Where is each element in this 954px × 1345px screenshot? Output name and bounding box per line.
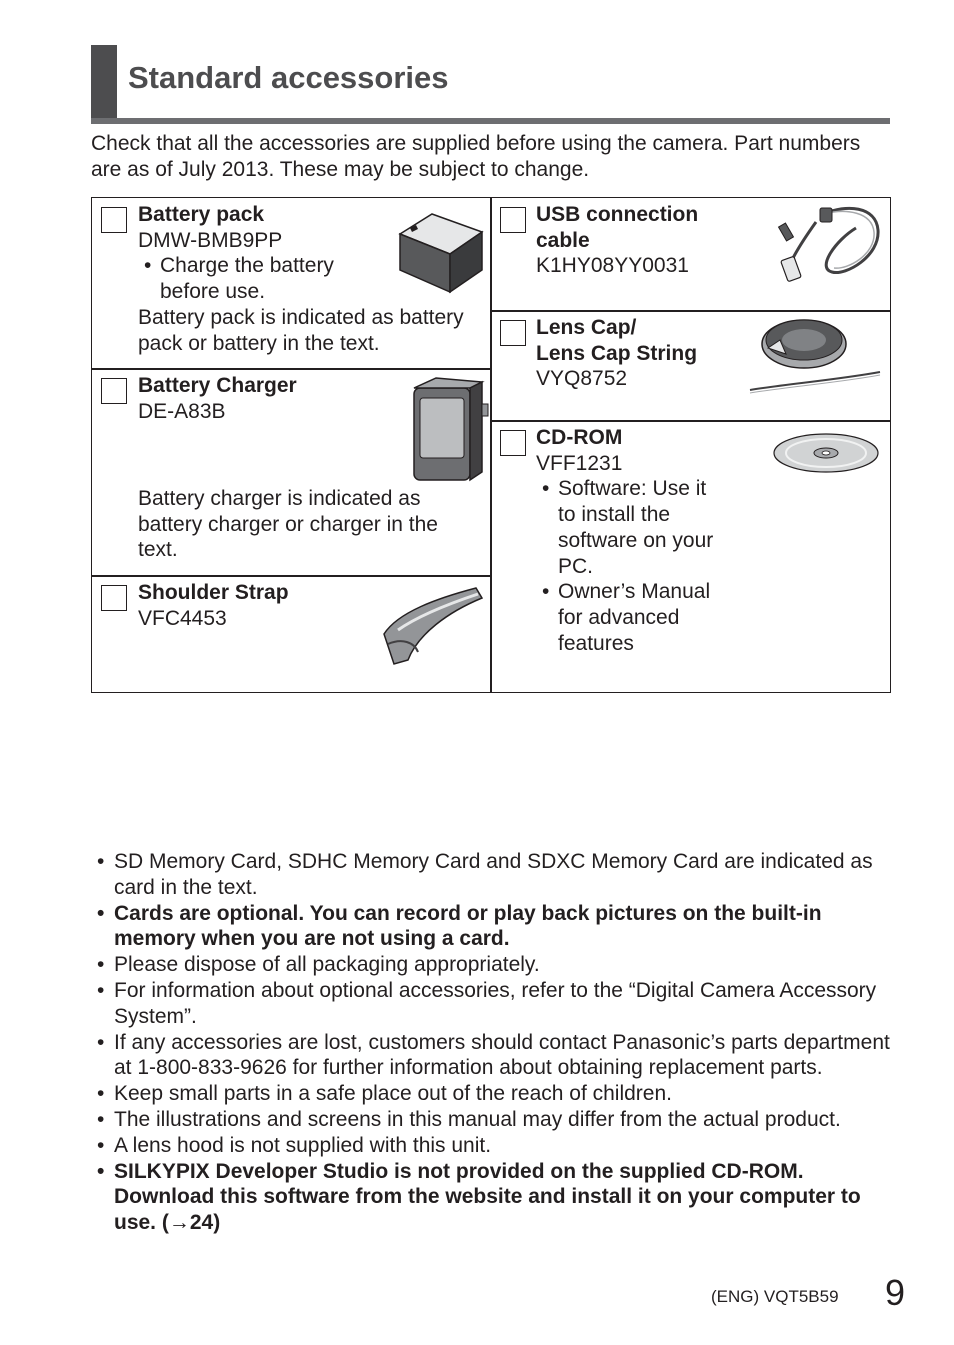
shoulder-strap-checkbox[interactable] (101, 585, 127, 611)
list-item: • Cards are optional. You can record or play back pictures on the built-in memory when you are not using a card. (96, 901, 896, 953)
list-item: • If any accessories are lost, customers should contact Panasonic’s parts department at 1-800-833-9626 for further information about obtaining replacement parts. (96, 1030, 896, 1082)
lens-cap-illustration (746, 314, 886, 398)
lens-cap-cell (536, 315, 756, 392)
battery-pack-note: Battery pack is indicated as battery pack or battery in the text. (138, 305, 464, 355)
list-item: • A lens hood is not supplied with this unit. (96, 1133, 896, 1159)
lens-cap-part: VYQ8752 (536, 367, 628, 391)
usb-cable-cell (536, 202, 771, 279)
battery-pack-part: DMW-BMB9PP (138, 228, 283, 252)
battery-pack-checkbox[interactable] (101, 207, 127, 233)
usb-cable-illustration (776, 200, 884, 286)
lens-cap-name-line1: Lens Cap/ (536, 316, 637, 339)
list-item: • Please dispose of all packaging appropriately. (96, 952, 896, 978)
cd-rom-illustration (772, 432, 880, 474)
battery-charger-part: DE-A83B (138, 399, 226, 423)
lens-cap-name-line2: Lens Cap String (536, 341, 698, 365)
cd-rom-part: VFF1231 (536, 451, 623, 475)
list-item: • SILKYPIX Developer Studio is not provided on the supplied CD-ROM. Download this software from the website and install it on your computer to use. (→24) (96, 1159, 896, 1236)
shoulder-strap-illustration (378, 582, 486, 668)
document-code: (ENG) VQT5B59 (711, 1287, 839, 1306)
cd-rom-bullet-manual: • Owner’s Manual for advanced features (536, 579, 733, 656)
usb-cable-checkbox[interactable] (500, 207, 526, 233)
list-item: • The illustrations and screens in this manual may differ from the actual product. (96, 1107, 896, 1133)
intro-paragraph: Check that all the accessories are supplied before using the camera. Part numbers are as of July 2013. These may be subject to change. (91, 132, 861, 181)
cd-rom-bullet-software: • Software: Use it to install the software on your PC. (536, 476, 723, 579)
cd-rom-name: CD-ROM (536, 426, 623, 449)
shoulder-strap-cell (138, 580, 378, 631)
usb-cable-name-line1: USB connection (536, 203, 699, 226)
battery-pack-bullet: • Charge the battery before use. (138, 253, 365, 304)
usb-cable-part: K1HY08YY0031 (536, 254, 689, 278)
cd-rom-cell (536, 425, 736, 656)
usb-cable-name-line2: cable (536, 228, 590, 252)
list-item: • SD Memory Card, SDHC Memory Card and SDXC Memory Card are indicated as card in the text. (96, 849, 896, 901)
list-item: • For information about optional accessories, refer to the “Digital Camera Accessory System”. (96, 978, 896, 1030)
notes-list (96, 849, 896, 1236)
shoulder-strap-name: Shoulder Strap (138, 581, 289, 604)
table-divider (491, 420, 891, 422)
page-title: Standard accessories (128, 60, 449, 95)
table-divider (91, 575, 491, 577)
battery-charger-illustration (406, 374, 492, 484)
header-accent-bar (91, 45, 117, 123)
lens-cap-checkbox[interactable] (500, 320, 526, 346)
table-divider (91, 368, 491, 370)
battery-charger-checkbox[interactable] (101, 378, 127, 404)
table-divider (491, 310, 891, 312)
battery-pack-name: Battery pack (138, 203, 265, 226)
battery-charger-name: Battery Charger (138, 374, 297, 397)
battery-charger-note: Battery charger is indicated as battery charger or charger in the text. (138, 487, 438, 562)
battery-pack-illustration (392, 212, 486, 294)
header-rule (91, 118, 890, 124)
shoulder-strap-part: VFC4453 (138, 606, 227, 630)
list-item: • Keep small parts in a safe place out of the reach of children. (96, 1081, 896, 1107)
cd-rom-checkbox[interactable] (500, 430, 526, 456)
page-number: 9 (885, 1272, 906, 1313)
battery-charger-cell (138, 373, 408, 424)
